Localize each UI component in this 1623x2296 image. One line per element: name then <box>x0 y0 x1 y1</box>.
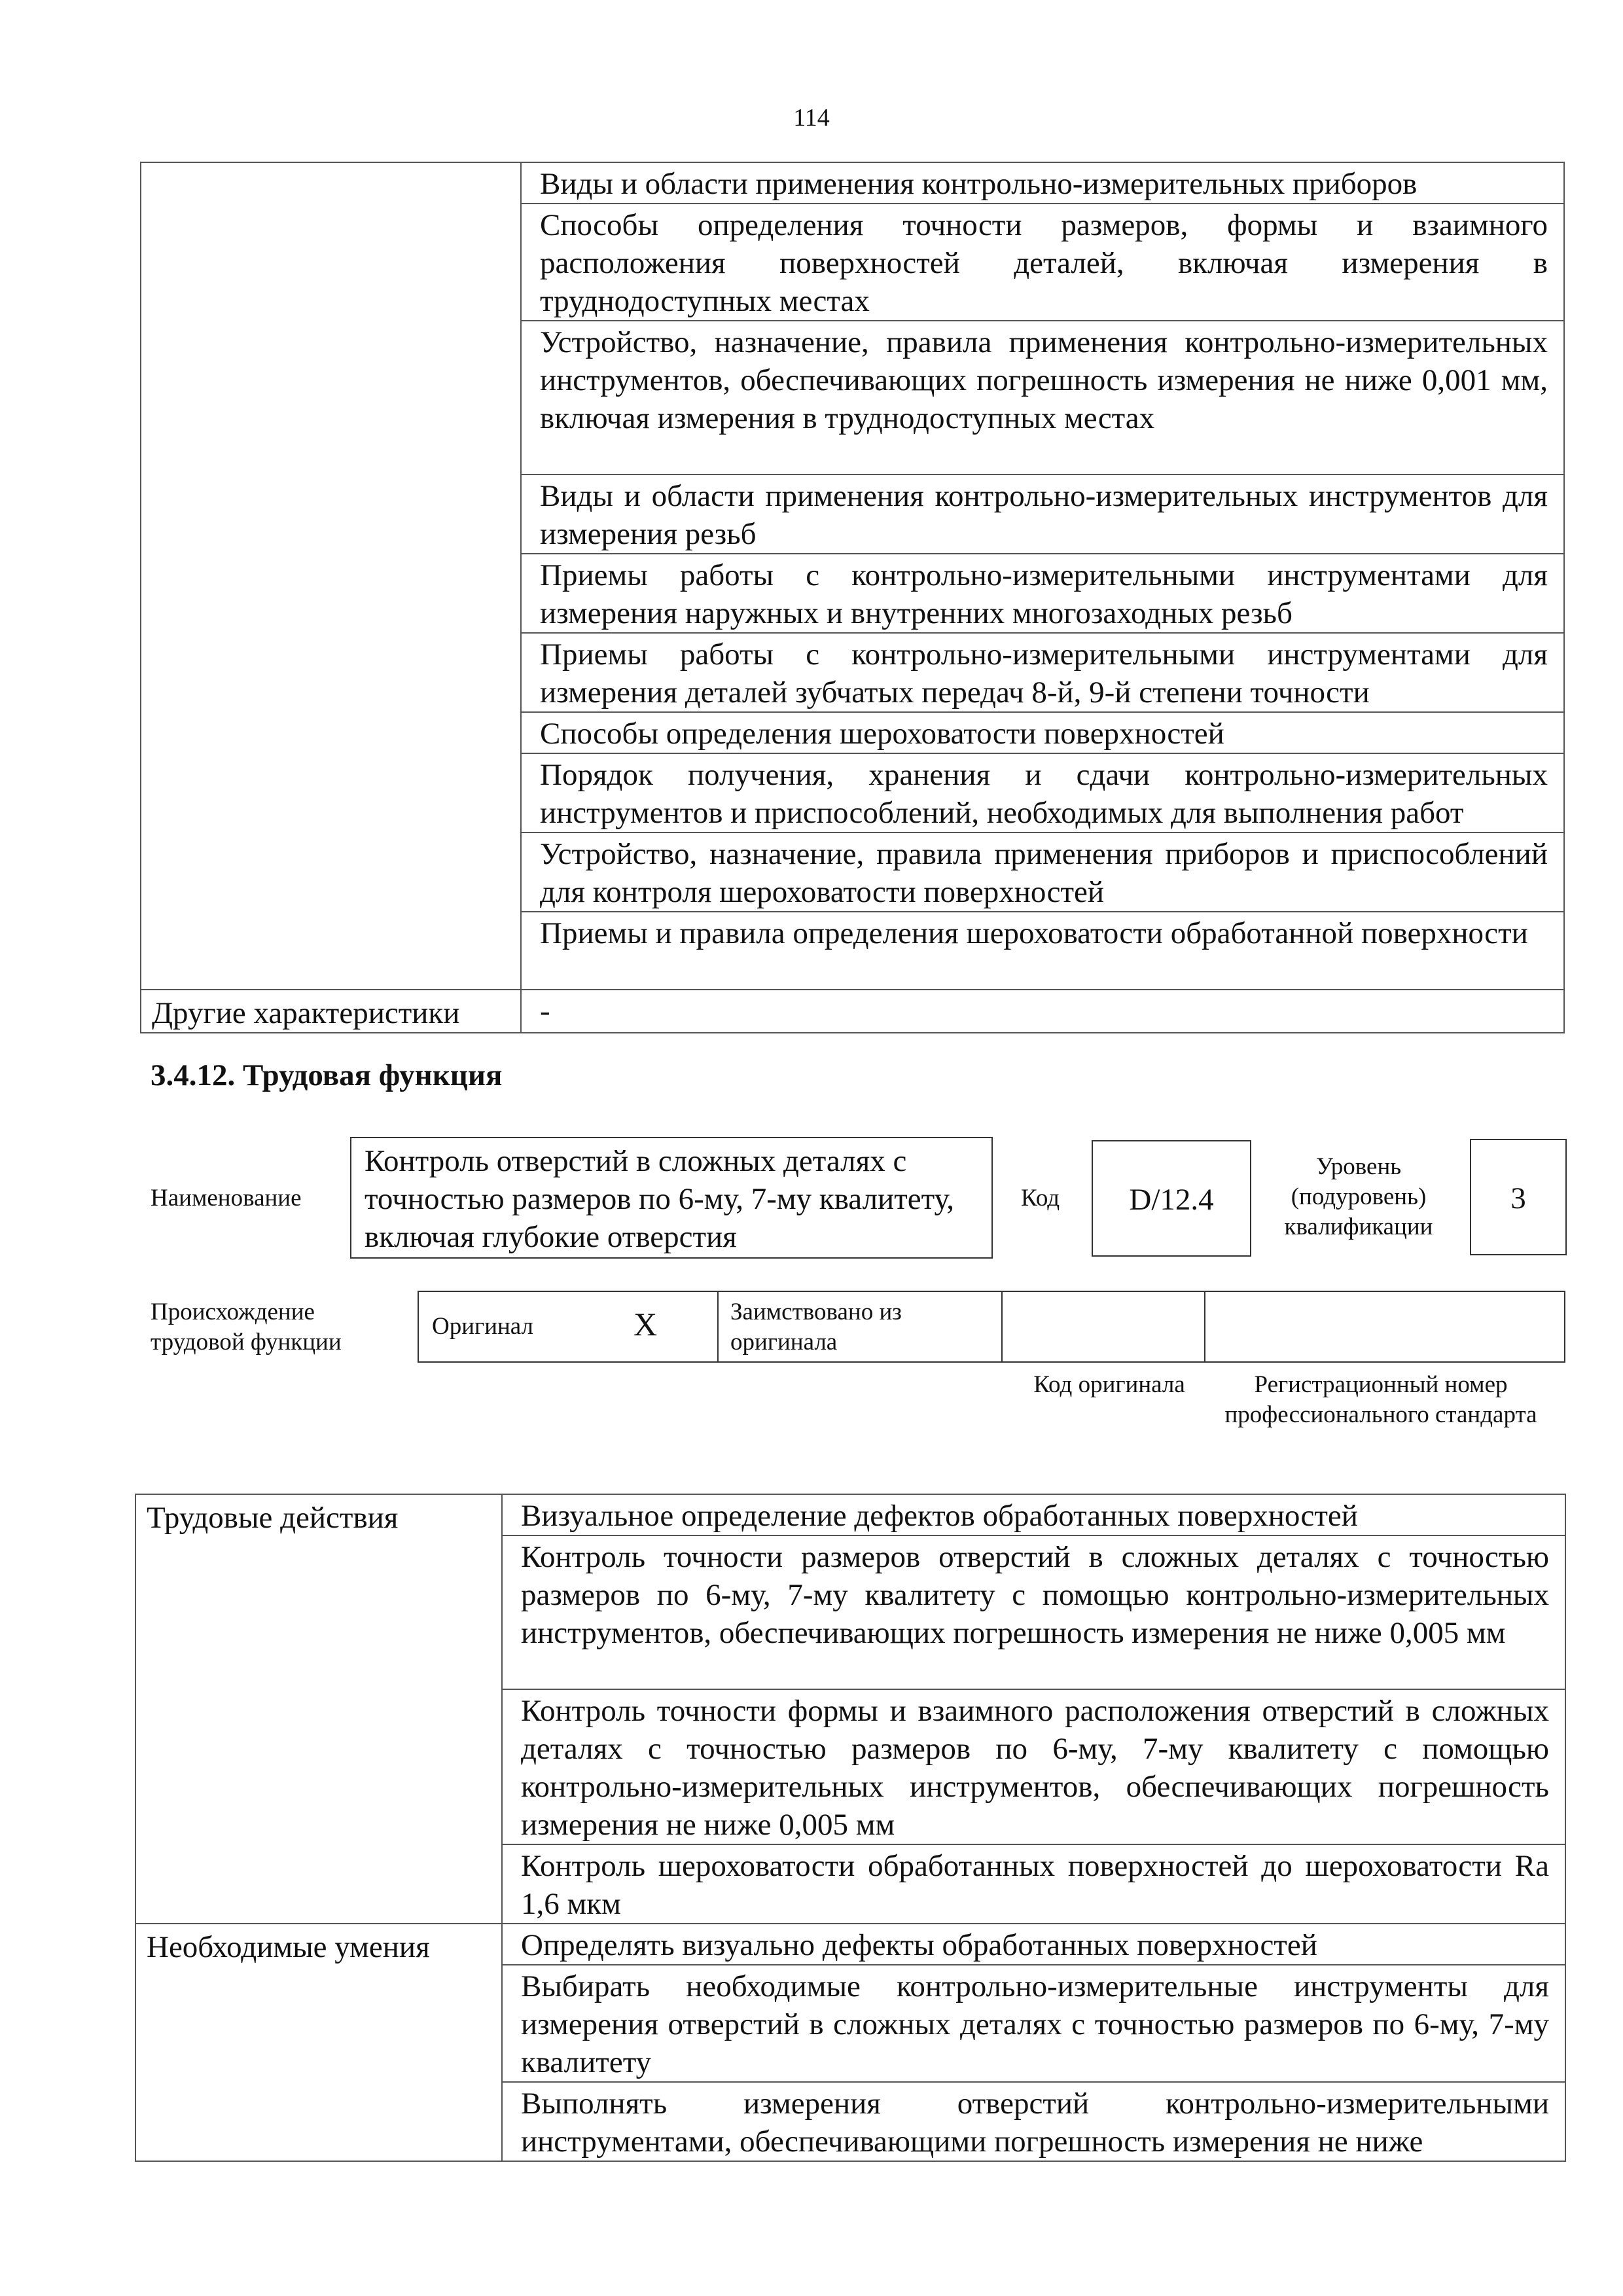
table-row <box>135 1494 1565 1535</box>
section-heading: 3.4.12. Трудовая функция <box>151 1058 503 1092</box>
code-caption: Код оригинала <box>1033 1371 1185 1398</box>
level-value-box: 3 <box>1470 1139 1567 1255</box>
function-code-box: D/12.4 <box>1092 1140 1251 1257</box>
required-skills-label: Необходимые умения <box>135 1924 502 2161</box>
knowledge-item: Приемы работы с контрольно-измерительными инструментами для измерения деталей зубчатых передач 8-й, 9-й степени точности <box>521 633 1564 712</box>
page-number: 114 <box>793 104 830 132</box>
original-code-cell <box>1003 1292 1205 1361</box>
borrowed-cell <box>719 1292 1003 1361</box>
knowledge-table <box>140 162 1565 1033</box>
original-mark: X <box>633 1306 658 1342</box>
table-row <box>141 162 1564 204</box>
empty-label-cell <box>141 162 521 990</box>
labor-action-item: Контроль точности формы и взаимного расположения отверстий в сложных деталях с точностью размеров по 6-му, 7-му квалитету с помощью контрольно-измерительных инструментов, обеспечивающих погрешность измерения не ниже 0,005 мм <box>502 1689 1565 1844</box>
borrowed-label: Заимствовано из оригинала <box>730 1299 902 1355</box>
origin-label: Происхождение трудовой функции <box>151 1299 342 1355</box>
skill-item: Определять визуально дефекты обработанных поверхностей <box>502 1924 1565 1965</box>
knowledge-item: Устройство, назначение, правила применения контрольно-измерительных инструментов, обеспечивающих погрешность измерения не ниже 0,001 мм, включая измерения в труднодоступных местах <box>521 321 1564 475</box>
function-name-box: Контроль отверстий в сложных деталях с точностью размеров по 6-му, 7-му квалитету, включая глубокие отверстия <box>350 1137 993 1259</box>
original-label: Оригинал <box>432 1313 534 1340</box>
knowledge-item: Порядок получения, хранения и сдачи контрольно-измерительных инструментов и приспособлений, необходимых для выполнения работ <box>521 753 1564 833</box>
labor-function-table <box>135 1494 1566 2162</box>
knowledge-item: Приемы и правила определения шероховатости обработанной поверхности <box>521 912 1564 990</box>
other-characteristics-value: - <box>521 990 1564 1033</box>
knowledge-item: Приемы работы с контрольно-измерительными инструментами для измерения наружных и внутренних многозаходных резьб <box>521 554 1564 633</box>
registration-number-cell <box>1205 1292 1564 1361</box>
labor-action-item: Контроль точности размеров отверстий в сложных деталях с точностью размеров по 6-му, 7-му квалитету с помощью контрольно-измерительных инструментов, обеспечивающих погрешность измерения не ниже 0,005 мм <box>502 1535 1565 1689</box>
labor-actions-label: Трудовые действия <box>135 1494 502 1924</box>
knowledge-item: Способы определения точности размеров, формы и взаимного расположения поверхностей деталей, включая измерения в труднодоступных местах <box>521 204 1564 321</box>
knowledge-item: Способы определения шероховатости поверхностей <box>521 712 1564 753</box>
code-label: Код <box>1021 1185 1060 1211</box>
knowledge-item: Устройство, назначение, правила применения приборов и приспособлений для контроля шероховатости поверхностей <box>521 833 1564 912</box>
registration-caption: Регистрационный номер профессионального стандарта <box>1224 1371 1537 1428</box>
origin-row <box>418 1291 1565 1363</box>
table-row <box>135 1924 1565 1965</box>
labor-action-item: Контроль шероховатости обработанных поверхностей до шероховатости Ra 1,6 мкм <box>502 1844 1565 1924</box>
table-row <box>141 990 1564 1033</box>
original-cell <box>419 1292 719 1361</box>
knowledge-item: Виды и области применения контрольно-измерительных инструментов для измерения резьб <box>521 475 1564 554</box>
level-label: Уровень (подуровень) квалификации <box>1284 1153 1433 1240</box>
labor-action-item: Визуальное определение дефектов обработанных поверхностей <box>502 1494 1565 1535</box>
skill-item: Выбирать необходимые контрольно-измерительные инструменты для измерения отверстий в сложных деталях с точностью размеров по 6-му, 7-му квалитету <box>502 1965 1565 2082</box>
knowledge-item: Виды и области применения контрольно-измерительных приборов <box>521 162 1564 204</box>
skill-item: Выполнять измерения отверстий контрольно-измерительными инструментами, обеспечивающими погрешность измерения не ниже <box>502 2082 1565 2161</box>
name-label: Наименование <box>151 1185 302 1211</box>
other-characteristics-label: Другие характеристики <box>141 990 521 1033</box>
